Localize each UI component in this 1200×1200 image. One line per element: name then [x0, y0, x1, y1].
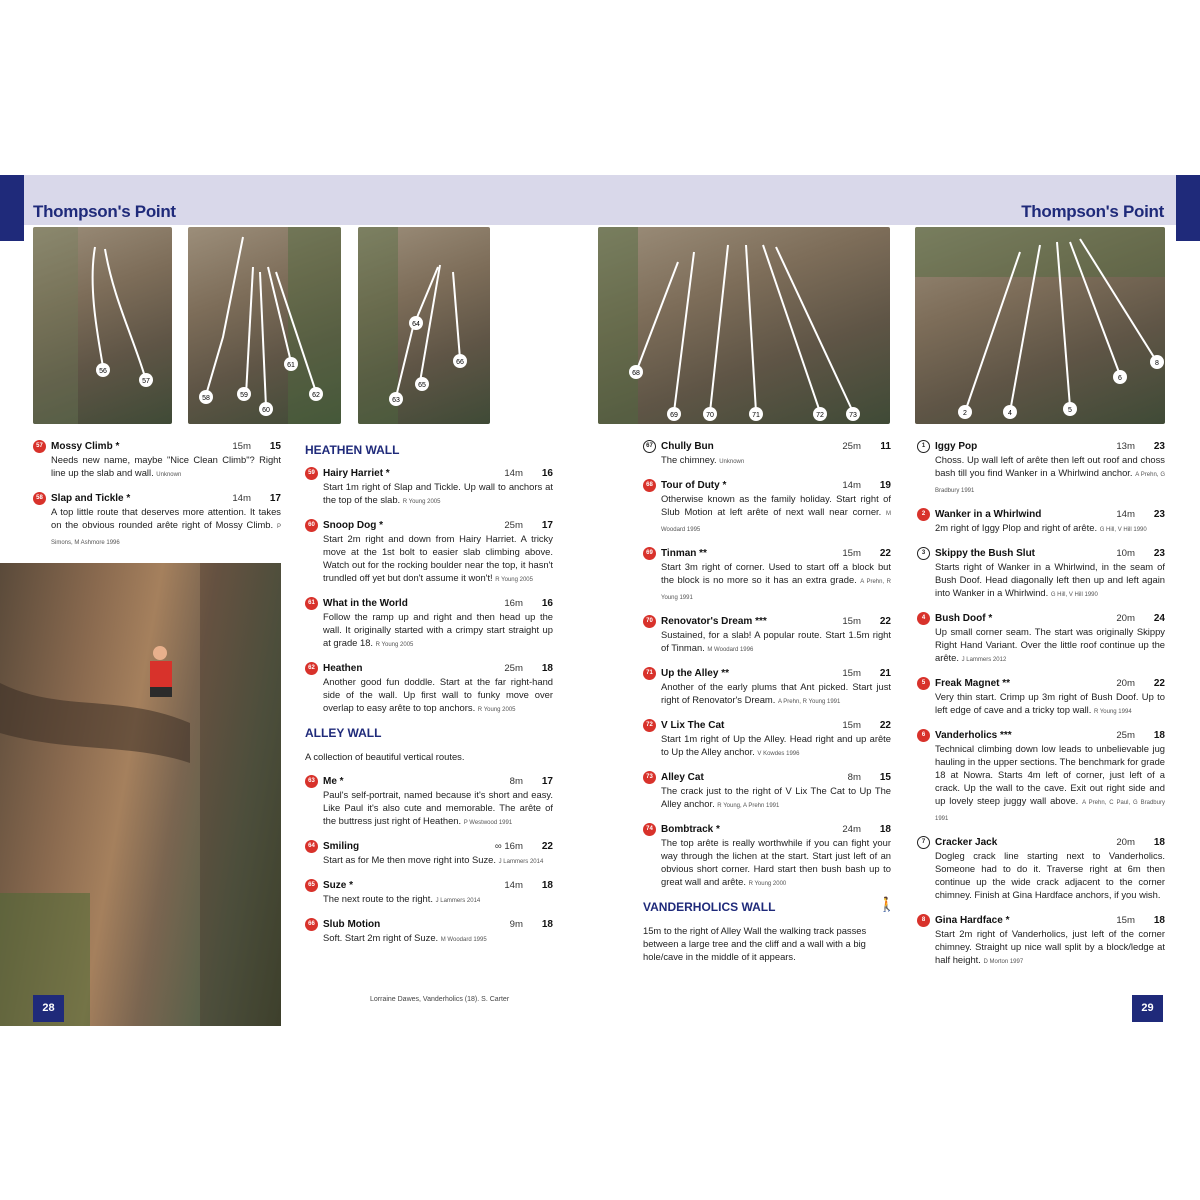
route-name: Wanker in a Whirlwind: [935, 509, 1042, 520]
route-entry: [917, 612, 1165, 667]
route-description: Very thin start. Crimp up 3m right of Bush Doof. Up to left edge of cave and a tricky top wall.: [935, 691, 1165, 715]
route-length: 10m: [1116, 548, 1135, 559]
route-number-badge: 64: [305, 840, 318, 853]
route-description: Start 2m right and down from Hairy Harriet. A tricky move at the 1st bolt to easier slab climbing above. Watch out for the rocking boulder near the top, it hasn't trundled off yet but don't assume it won't!: [323, 533, 553, 583]
route-number-badge: 71: [643, 667, 656, 680]
route-number-badge: 70: [643, 615, 656, 628]
route-length: 25m: [504, 520, 523, 531]
route-description: Choss. Up wall left of arête then left out roof and choss bash till you find Wanker in a Whirlwind anchor.: [935, 454, 1165, 478]
route-grade: 21: [879, 668, 891, 679]
topo-label: 6: [1118, 375, 1122, 382]
route-number-badge: 2: [917, 508, 930, 521]
route-credit: J Lammers 2012: [961, 657, 1007, 663]
route-length: 20m: [1116, 613, 1135, 624]
route-grade: 22: [1153, 678, 1165, 689]
route-name: Freak Magnet **: [935, 678, 1011, 689]
route-name: Slap and Tickle *: [51, 493, 131, 504]
topo-label: 58: [202, 395, 210, 402]
topo-lines-2: [188, 227, 341, 424]
topo-label: 69: [670, 412, 678, 419]
route-length: 14m: [842, 480, 861, 491]
route-length: 8m: [509, 776, 523, 787]
route-grade: 17: [541, 520, 553, 531]
route-length: 15m: [842, 720, 861, 731]
route-description: Start as for Me then move right into Suze.: [323, 854, 496, 865]
route-credit: J Lammers 2014: [435, 898, 481, 904]
topo-label: 65: [418, 382, 426, 389]
route-number-badge: 67: [643, 440, 656, 453]
topo-lines-3: [358, 227, 490, 424]
route-grade: 16: [541, 468, 553, 479]
route-description: Another of the early plums that Ant picked. Start just right of Renovator's Dream.: [661, 681, 891, 705]
route-description: The top arête is really worthwhile if you can fight your way through the lichen at the start. Start just left of an obvious short corner. Hard start then bush bash up to great wall and arête.: [661, 837, 891, 887]
route-name: Bombtrack *: [661, 824, 720, 835]
route-name: Bush Doof *: [935, 613, 993, 624]
route-number-badge: 74: [643, 823, 656, 836]
route-entry: [305, 597, 553, 652]
route-grade: 11: [880, 441, 891, 452]
route-description: Start 3m right of corner. Used to start off a block but the block is no more so it has an extra grade.: [661, 561, 891, 585]
route-length: 9m: [509, 919, 523, 930]
route-entry: [305, 467, 553, 509]
route-length: 14m: [232, 493, 251, 504]
route-entry: [643, 823, 891, 891]
climber-photo-art: [0, 563, 281, 1026]
route-length: 14m: [1116, 509, 1135, 520]
topo-label: 60: [262, 407, 270, 414]
route-description: Start 2m right of Vanderholics, just left of the corner chimney. Straight up nice wall split by a block/ledge at half height.: [935, 928, 1165, 965]
route-entry: [917, 914, 1165, 969]
route-column-1: [33, 440, 281, 560]
topo-lines-1: [33, 227, 172, 424]
topo-label: 59: [240, 392, 248, 399]
route-length: 25m: [842, 441, 861, 452]
section-heading: VANDERHOLICS WALL: [643, 900, 776, 914]
route-credit: J Lammers 2014: [498, 859, 544, 865]
route-name: Skippy the Bush Slut: [935, 548, 1036, 559]
route-grade: 18: [1153, 837, 1165, 848]
route-entry: [305, 840, 553, 869]
route-entry: [643, 479, 891, 537]
route-length: 15m: [232, 441, 251, 452]
route-description: Up small corner seam. The start was originally Skippy Right Hand Variant. Over the little roof continue up the arête.: [935, 626, 1165, 663]
route-number-badge: 72: [643, 719, 656, 732]
topo-label: 72: [816, 412, 824, 419]
route-description: Another good fun doddle. Start at the far right-hand side of the wall. Up first wall to funky move over overlap to easy arête to top anchors.: [323, 676, 553, 713]
route-name: Renovator's Dream ***: [661, 616, 767, 627]
topo-label: 63: [392, 397, 400, 404]
route-entry: [643, 440, 891, 469]
route-entry: [643, 615, 891, 657]
route-grade: 22: [879, 616, 891, 627]
section-heading: ALLEY WALL: [305, 726, 382, 740]
route-entry: [917, 508, 1165, 537]
topo-label: 5: [1068, 407, 1072, 414]
route-credit: R Young 2005: [495, 577, 533, 583]
route-number-badge: 1: [917, 440, 930, 453]
route-length: 8m: [847, 772, 861, 783]
route-entry: [305, 775, 553, 830]
route-credit: A Prehn, C Paul, G Bradbury 1991: [935, 800, 1165, 822]
route-entry: [917, 729, 1165, 826]
route-entry: [643, 771, 891, 813]
route-name: Chully Bun: [661, 441, 714, 452]
route-name: Up the Alley **: [661, 668, 729, 679]
route-number-badge: 63: [305, 775, 318, 788]
route-length: 15m: [1116, 915, 1135, 926]
topo-label: 73: [849, 412, 857, 419]
route-description: Start 1m right of Up the Alley. Head right and up arête to Up the Alley anchor.: [661, 733, 891, 757]
walker-icon: 🚶: [878, 896, 896, 912]
section-intro: 15m to the right of Alley Wall the walking track passes between a large tree and the cliff and a wall with a big hole/cave in the middle of it appears.: [643, 925, 867, 962]
route-length: ∞ 16m: [494, 841, 523, 852]
route-name: V Lix The Cat: [661, 720, 725, 731]
route-number-badge: 60: [305, 519, 318, 532]
route-grade: 18: [1153, 915, 1165, 926]
route-credit: R Young 2000: [748, 881, 787, 887]
route-name: Iggy Pop: [935, 441, 978, 452]
route-name: Tinman **: [661, 548, 707, 559]
route-description: Start 1m right of Slap and Tickle. Up wall to anchors at the top of the slab.: [323, 481, 553, 505]
route-column-4: [917, 440, 1165, 979]
route-grade: 23: [1153, 509, 1165, 520]
route-credit: R Young 1994: [1093, 709, 1132, 715]
topo-label: 57: [142, 378, 150, 385]
route-entry: [305, 879, 553, 908]
route-number-badge: 65: [305, 879, 318, 892]
route-number-badge: 61: [305, 597, 318, 610]
route-description: Technical climbing down low leads to unbelievable jug hauling in the upper sections. The benchmark for grade 18 at Nowra. Starts 4m left of corner, just left of a crack. Up the wall to the cave. Exit out right side and up lovely steep juggy wall above.: [935, 743, 1165, 806]
route-description: Needs new name, maybe "Nice Clean Climb"? Right line up the slab and wall.: [51, 454, 281, 478]
topo-lines-4: [598, 227, 890, 424]
route-credit: G Hill, V Hill 1990: [1099, 527, 1147, 533]
topo-photo-3: [358, 227, 490, 424]
page-title-left: Thompson's Point: [33, 202, 176, 221]
topo-label: 66: [456, 359, 464, 366]
route-number-badge: 73: [643, 771, 656, 784]
route-entry: [305, 662, 553, 717]
thumb-tab-right: [1176, 175, 1200, 241]
route-description: A top little route that deserves more attention. It takes on the obvious rounded arête right of Mossy Climb.: [51, 506, 281, 530]
topo-photo-1: [33, 227, 172, 424]
topo-label: 2: [963, 410, 967, 417]
route-credit: P Westwood 1991: [463, 820, 513, 826]
route-name: Vanderholics ***: [935, 730, 1012, 741]
photo-credit: Lorraine Dawes, Vanderholics (18). S. Carter: [370, 996, 510, 1003]
topo-label: 8: [1155, 360, 1159, 367]
route-name: Slub Motion: [323, 919, 381, 930]
topo-label: 71: [752, 412, 760, 419]
route-length: 25m: [504, 663, 523, 674]
route-description: The chimney.: [661, 454, 717, 465]
thumb-tab-left: [0, 175, 24, 241]
route-length: 14m: [504, 468, 523, 479]
route-grade: 18: [1153, 730, 1165, 741]
route-grade: 22: [879, 720, 891, 731]
route-name: Suze *: [323, 880, 354, 891]
route-entry: [917, 547, 1165, 602]
route-grade: 18: [541, 663, 553, 674]
route-entry: [917, 440, 1165, 498]
route-number-badge: 4: [917, 612, 930, 625]
route-length: 20m: [1116, 678, 1135, 689]
route-credit: M Woodard 1995: [440, 937, 487, 943]
route-number-badge: 69: [643, 547, 656, 560]
route-description: Otherwise known as the family holiday. Start right of Slub Motion at left arête of next wall near corner.: [661, 493, 891, 517]
route-credit: D Morton 1997: [983, 959, 1024, 965]
route-length: 15m: [842, 616, 861, 627]
route-column-3: [643, 440, 891, 975]
route-grade: 19: [879, 480, 891, 491]
route-column-2: [305, 440, 553, 957]
topo-label: 64: [412, 321, 420, 328]
route-description: Soft. Start 2m right of Suze.: [323, 932, 439, 943]
route-number-badge: 58: [33, 492, 46, 505]
topo-photo-4: [598, 227, 890, 424]
route-name: Smiling: [323, 841, 360, 852]
route-entry: [917, 836, 1165, 904]
route-number-badge: 59: [305, 467, 318, 480]
route-entry: [305, 918, 553, 947]
route-name: Mossy Climb *: [51, 441, 120, 452]
route-entry: [643, 719, 891, 761]
route-grade: 17: [541, 776, 553, 787]
topo-photo-5: [915, 227, 1165, 424]
route-number-badge: 68: [643, 479, 656, 492]
route-name: Tour of Duty *: [661, 480, 727, 491]
route-length: 13m: [1116, 441, 1135, 452]
page-number-left: 28: [33, 995, 64, 1022]
route-credit: P Simons, M Ashmore 1996: [51, 524, 281, 546]
route-name: Gina Hardface *: [935, 915, 1010, 926]
route-name: Me *: [323, 776, 344, 787]
route-credit: A Prehn, G Bradbury 1991: [935, 472, 1165, 494]
route-grade: 22: [879, 548, 891, 559]
route-description: Follow the ramp up and right and then head up the wall. It originally started with a crimpy start straight up at grade 18.: [323, 611, 553, 648]
route-credit: G Hill, V Hill 1990: [1050, 592, 1098, 598]
route-length: 24m: [842, 824, 861, 835]
topo-lines-5: [915, 227, 1165, 424]
route-grade: 23: [1153, 441, 1165, 452]
route-length: 15m: [842, 668, 861, 679]
route-name: Alley Cat: [661, 772, 704, 783]
topo-label: 4: [1008, 410, 1012, 417]
route-credit: R Young, A Prehn 1991: [717, 803, 780, 809]
route-number-badge: 62: [305, 662, 318, 675]
route-description: 2m right of Iggy Plop and right of arête.: [935, 522, 1098, 533]
section-heading: HEATHEN WALL: [305, 443, 400, 457]
route-name: What in the World: [323, 598, 408, 609]
route-credit: R Young 2005: [402, 499, 441, 505]
route-credit: R Young 2005: [375, 642, 414, 648]
route-name: Heathen: [323, 663, 363, 674]
section-intro: A collection of beautiful vertical routes.: [305, 751, 465, 762]
route-grade: 24: [1153, 613, 1165, 624]
route-grade: 22: [541, 841, 553, 852]
route-length: 14m: [504, 880, 523, 891]
route-entry: [643, 667, 891, 709]
route-description: Starts right of Wanker in a Whirlwind, in the seam of Bush Doof. Head diagonally left then up and left again into Wanker in a Whirlwind.: [935, 561, 1165, 598]
route-description: Dogleg crack line starting next to Vanderholics. Someone had to do it. Traverse right at 6m then continue up the wide crack adjacent to the corner chimney. Finish at Gina Hardface anchors, if you wish.: [935, 850, 1165, 900]
topo-label: 70: [706, 412, 714, 419]
route-number-badge: 5: [917, 677, 930, 690]
route-grade: 15: [879, 772, 891, 783]
route-credit: Unknown: [719, 459, 745, 465]
topo-label: 61: [287, 362, 295, 369]
route-length: 15m: [842, 548, 861, 559]
route-credit: R Young 2005: [477, 707, 516, 713]
route-description: Paul's self-portrait, named because it's short and easy. Like Paul it's also cute and memorable. The arête of the buttress just right of Heathen.: [323, 789, 553, 826]
route-entry: [305, 519, 553, 587]
route-entry: [33, 440, 281, 482]
route-entry: [643, 547, 891, 605]
route-credit: M Woodard 1995: [661, 511, 891, 533]
route-number-badge: 66: [305, 918, 318, 931]
topo-label: 68: [632, 370, 640, 377]
route-grade: 23: [1153, 548, 1165, 559]
route-grade: 18: [879, 824, 891, 835]
route-name: Hairy Harriet *: [323, 468, 390, 479]
route-length: 20m: [1116, 837, 1135, 848]
route-length: 25m: [1116, 730, 1135, 741]
route-name: Snoop Dog *: [323, 520, 383, 531]
route-description: The crack just to the right of V Lix The Cat to Up The Alley anchor.: [661, 785, 891, 809]
route-description: Sustained, for a slab! A popular route. Start 1.5m right of Tinman.: [661, 629, 891, 653]
topo-photo-2: [188, 227, 341, 424]
page-title-right: Thompson's Point: [1021, 202, 1164, 221]
page-number-right: 29: [1132, 995, 1163, 1022]
route-grade: 16: [541, 598, 553, 609]
route-number-badge: 57: [33, 440, 46, 453]
route-grade: 17: [269, 493, 281, 504]
route-credit: A Prehn, R Young 1991: [661, 579, 892, 601]
route-number-badge: 8: [917, 914, 930, 927]
route-name: Cracker Jack: [935, 837, 998, 848]
topo-label: 62: [312, 392, 320, 399]
route-length: 16m: [504, 598, 523, 609]
route-description: The next route to the right.: [323, 893, 433, 904]
route-entry: [917, 677, 1165, 719]
route-grade: 18: [541, 919, 553, 930]
topo-label: 56: [99, 368, 107, 375]
route-entry: [33, 492, 281, 550]
route-grade: 18: [541, 880, 553, 891]
route-number-badge: 6: [917, 729, 930, 742]
route-grade: 15: [269, 441, 281, 452]
route-number-badge: 3: [917, 547, 930, 560]
route-credit: Unknown: [156, 472, 182, 478]
route-number-badge: 7: [917, 836, 930, 849]
climber-photo: [0, 563, 281, 1026]
route-credit: M Woodard 1996: [707, 647, 754, 653]
route-credit: A Prehn, R Young 1991: [777, 699, 841, 705]
route-credit: V Kowdes 1996: [757, 751, 800, 757]
